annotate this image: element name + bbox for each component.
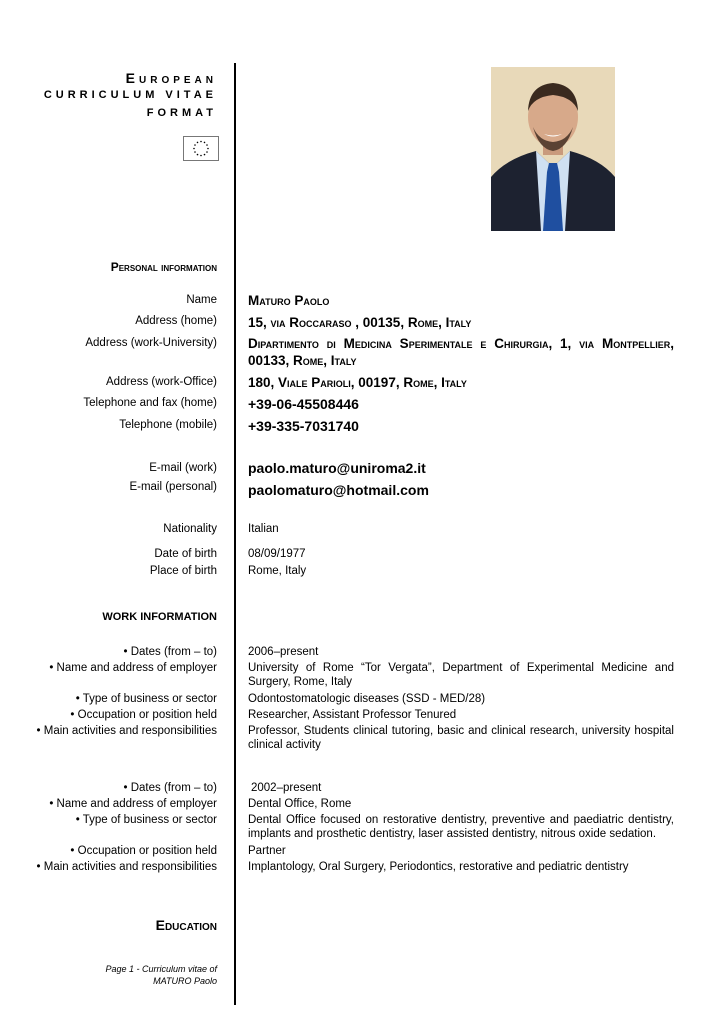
- cv-title-line-1: [126, 70, 217, 86]
- value-address-office: 180, Viale Parioli, 00197, Rome, Italy: [248, 375, 467, 390]
- value-place-of-birth: Rome, Italy: [248, 565, 307, 577]
- label-address-university: Address (work-University): [85, 337, 217, 349]
- label-date-of-birth: Date of birth: [154, 548, 217, 560]
- value-date-of-birth: 08/09/1977: [248, 548, 306, 560]
- value-nationality: Italian: [248, 523, 279, 535]
- cv-title-format: FORMAT: [146, 107, 217, 119]
- work2-business: Dental Office focused on restorative dentistry, preventive and paediatric dentistry, implants and prosthetic dentistry, laser assisted dentistry, nitrous oxide sedation.: [248, 814, 674, 840]
- section-divider: [234, 63, 236, 1005]
- work2-employer-label: • Name and address of employer: [49, 798, 217, 810]
- education-heading: Education: [155, 917, 217, 933]
- value-address-home: 15, via Roccaraso , 00135, Rome, Italy: [248, 315, 472, 330]
- label-telephone-mobile: Telephone (mobile): [119, 419, 217, 431]
- label-address-home: Address (home): [135, 315, 217, 327]
- value-email-personal[interactable]: paolomaturo@hotmail.com: [248, 482, 429, 498]
- label-nationality: Nationality: [163, 523, 217, 535]
- work-information-heading: WORK INFORMATION: [102, 611, 217, 623]
- label-address-office: Address (work-Office): [106, 376, 217, 388]
- cv-title-european: European: [125, 70, 217, 86]
- work2-business-label: • Type of business or sector: [75, 814, 217, 826]
- eu-flag-icon: [183, 136, 219, 161]
- work1-dates-label: • Dates (from – to): [123, 646, 217, 658]
- work2-activities: Implantology, Oral Surgery, Periodontics, restorative and pediatric dentistry: [248, 861, 629, 873]
- work1-business: Odontostomatologic diseases (SSD - MED/28): [248, 693, 486, 705]
- label-email-personal: E-mail (personal): [129, 481, 217, 493]
- label-email-work: E-mail (work): [149, 462, 217, 474]
- value-address-university: Dipartimento di Medicina Sperimentale e Chirurgia, 1, via Montpellier, 00133, Rome, Italy: [248, 336, 674, 368]
- label-place-of-birth: Place of birth: [149, 565, 217, 577]
- profile-photo: [491, 67, 615, 231]
- personal-information-heading: Personal information: [110, 260, 217, 274]
- cv-title-line-3: [147, 107, 217, 119]
- work1-business-label: • Type of business or sector: [75, 693, 217, 705]
- page-footer-line-1: Page 1 - Curriculum vitae of: [105, 964, 217, 974]
- cv-title-line-2: [44, 89, 217, 101]
- page-footer-line-2: MATURO Paolo: [153, 976, 217, 986]
- label-telephone-home: Telephone and fax (home): [83, 397, 217, 409]
- work1-employer: University of Rome “Tor Vergata”, Department of Experimental Medicine and Surgery, Rome, Italy: [248, 662, 674, 688]
- work1-activities-label: • Main activities and responsibilities: [36, 725, 217, 737]
- value-name: Maturo Paolo: [248, 293, 330, 308]
- work2-position: Partner: [248, 845, 286, 857]
- work2-position-label: • Occupation or position held: [70, 845, 217, 857]
- work1-position-label: • Occupation or position held: [70, 709, 217, 721]
- work1-position: Researcher, Assistant Professor Tenured: [248, 709, 457, 721]
- work2-activities-label: • Main activities and responsibilities: [36, 861, 217, 873]
- work1-dates: 2006–present: [248, 646, 319, 658]
- work2-dates: 2002–present: [251, 782, 322, 794]
- value-telephone-home: +39-06-45508446: [248, 396, 359, 412]
- work1-activities: Professor, Students clinical tutoring, basic and clinical research, university hospital clinical activity: [248, 725, 674, 751]
- work2-dates-label: • Dates (from – to): [123, 782, 217, 794]
- label-name: Name: [186, 294, 217, 306]
- value-email-work[interactable]: paolo.maturo@uniroma2.it: [248, 460, 426, 476]
- cv-title-curriculum: CURRICULUM VITAE: [43, 89, 217, 101]
- work2-employer: Dental Office, Rome: [248, 798, 352, 810]
- work1-employer-label: • Name and address of employer: [49, 662, 217, 674]
- value-telephone-mobile: +39-335-7031740: [248, 418, 359, 434]
